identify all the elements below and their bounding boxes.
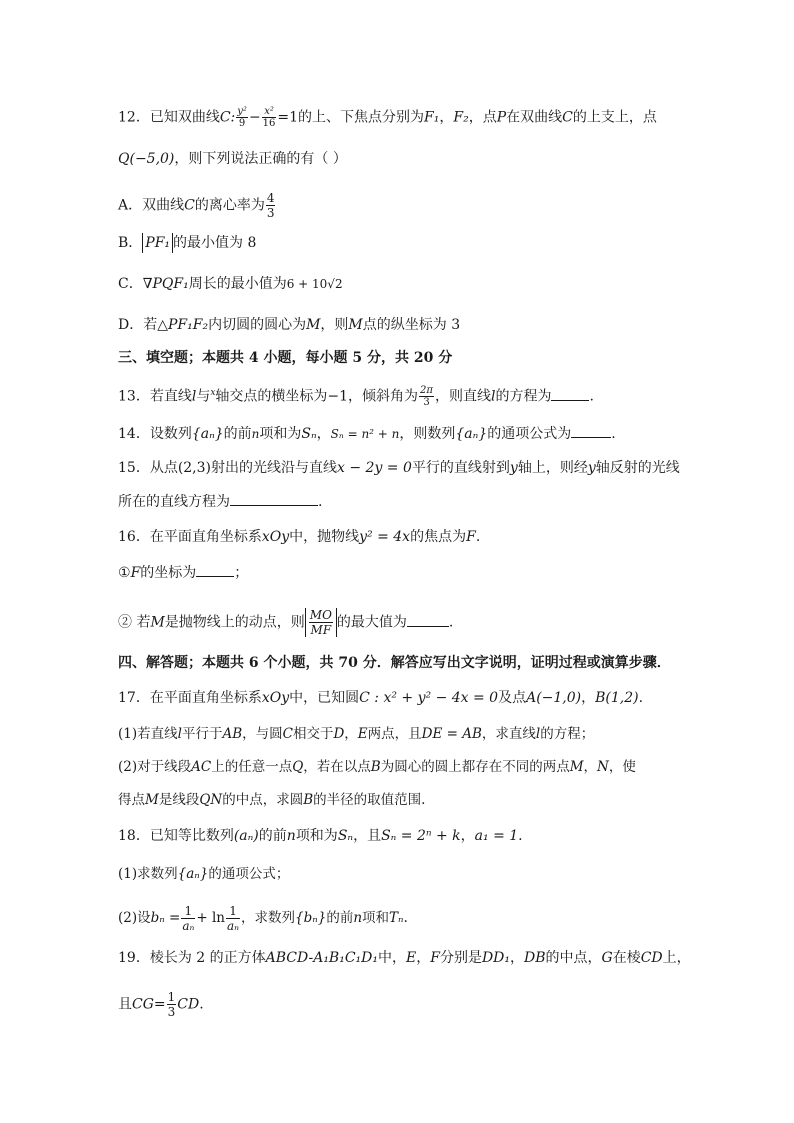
text: 上，: [662, 950, 691, 966]
text: 点的纵坐标为 3: [362, 317, 461, 333]
text: 轴上，则经: [517, 460, 588, 476]
q18-stem: [118, 826, 678, 846]
text: 分别是: [439, 950, 482, 966]
text: 的半径的取值范围.: [313, 792, 426, 808]
math: AB: [222, 726, 243, 742]
numerator: 1: [226, 904, 240, 919]
text: 19．棱长为 2 的正方体: [118, 950, 266, 966]
text: 的中点，: [545, 950, 602, 966]
math: C:: [219, 109, 236, 126]
numerator: 2π: [420, 385, 433, 397]
math: xOy: [261, 529, 290, 545]
math: PF₁: [142, 233, 173, 253]
text: ，则直线: [434, 388, 491, 405]
text: 的焦点为: [410, 529, 467, 545]
text: 12．已知双曲线: [118, 109, 220, 126]
math: ∇PQF₁: [142, 276, 189, 292]
math: n: [251, 427, 260, 441]
math: Q(−5,0): [118, 151, 175, 167]
math: C: [562, 109, 573, 126]
text: 是线段: [158, 792, 200, 808]
text: ，倾斜角为: [348, 388, 419, 405]
fraction: [181, 904, 195, 933]
text: ，使: [608, 759, 636, 775]
math: QN: [199, 792, 223, 808]
math: DD₁: [481, 950, 511, 966]
math: F: [430, 950, 440, 966]
fraction: [167, 990, 177, 1019]
text: ② 若: [118, 614, 151, 631]
q12-option-b: [118, 233, 678, 253]
answer-blank[interactable]: [407, 625, 449, 627]
q17-stem: [118, 688, 678, 708]
math: M: [145, 792, 159, 808]
absolute-fraction: [305, 608, 337, 637]
text: .: [589, 388, 594, 405]
text: 平行于: [181, 726, 223, 742]
text: 的通项公式；: [208, 866, 290, 882]
text: ，求数列: [241, 910, 296, 926]
text: ，与圆: [242, 726, 283, 742]
text: 16．在平面直角坐标系: [118, 529, 262, 545]
text: ，: [344, 726, 358, 742]
q17-part2-line2: [118, 790, 678, 810]
math: Sₙ: [337, 828, 354, 844]
math: n: [286, 828, 296, 844]
math: D: [333, 726, 345, 742]
math: bₙ =: [150, 910, 181, 926]
text: ，则下列说法正确的有（ ）: [174, 151, 347, 167]
math: y² = 4x: [359, 529, 411, 545]
text: (2)设: [118, 910, 151, 926]
math: l: [490, 388, 496, 405]
fraction: [266, 191, 276, 220]
section-heading-fill-in: 三、填空题；本题共 4 小题，每小题 5 分，共 20 分: [118, 350, 453, 366]
text: ，则: [320, 317, 349, 333]
q15-line1: [118, 458, 678, 478]
section-heading-solutions: 四、解答题；本题共 6 个小题，共 70 分．解答应写出文字说明，证明过程或演算步骤．: [118, 655, 671, 671]
math: E: [406, 950, 417, 966]
text: 所在的直线方程为: [118, 494, 230, 510]
math: DE = AB: [421, 726, 482, 742]
text: ，: [316, 426, 331, 442]
math: xOy: [261, 690, 290, 706]
denominator: 16: [262, 118, 276, 129]
text: 上的任意一点: [211, 759, 293, 775]
text: 的前: [326, 910, 354, 926]
text: 两点，且: [367, 726, 422, 742]
math: ABCD-A₁B₁C₁D₁: [265, 950, 378, 966]
text: 的最小值为 8: [173, 235, 257, 251]
q18-part1: [118, 864, 678, 884]
text: .: [638, 690, 644, 706]
denominator: aₙ: [227, 919, 240, 933]
text: 的前: [223, 426, 252, 442]
text: 与: [196, 388, 211, 405]
math: CD: [640, 950, 663, 966]
text: .: [318, 494, 323, 510]
text: 的前: [258, 828, 287, 844]
text: 13．若直线: [118, 388, 192, 405]
math: x − 2y = 0: [337, 460, 412, 476]
text: ，: [583, 759, 598, 775]
text: 的最大值为: [336, 614, 407, 631]
text: 中，抛物线: [289, 529, 360, 545]
q14: [118, 424, 678, 444]
math: AC: [191, 759, 212, 775]
math: C : x² + y² − 4x = 0: [359, 690, 499, 706]
math: DB: [524, 950, 546, 966]
text: 项和为: [295, 828, 338, 844]
text: 的上支上，点: [572, 109, 657, 126]
math: M: [150, 614, 165, 631]
text: 相交于: [292, 726, 334, 742]
text: (1)求数列: [118, 866, 178, 882]
text: 平行的直线射到: [411, 460, 510, 476]
denominator: 3: [167, 1005, 176, 1019]
math: M: [569, 759, 584, 775]
text: .: [448, 614, 454, 631]
text: .: [518, 828, 523, 844]
text: (1)若直线: [118, 726, 178, 742]
q12-option-c: [118, 274, 678, 294]
math: F₁: [424, 109, 440, 126]
math: {bₙ}: [295, 910, 327, 926]
math: a₁ = 1: [474, 828, 519, 844]
answer-blank[interactable]: [551, 399, 589, 401]
math: y: [509, 460, 518, 476]
text: 项和: [362, 910, 390, 926]
numerator: 1: [181, 904, 195, 919]
text: (2)对于线段: [118, 759, 192, 775]
math: 6 + 10√2: [286, 277, 343, 291]
denominator: 3: [423, 397, 430, 409]
q19-line1: [118, 948, 691, 968]
text: 的坐标为: [140, 565, 197, 581]
math: l: [177, 726, 182, 742]
math: l: [535, 726, 541, 742]
math: B: [370, 759, 381, 775]
math: + ln: [196, 910, 225, 926]
text: .: [199, 996, 204, 1013]
numerator: 4: [266, 191, 275, 205]
text: 的离心率为: [194, 197, 265, 214]
text: 17．在平面直角坐标系: [118, 690, 262, 706]
fraction: [226, 904, 240, 933]
text: ，则数列: [399, 426, 456, 442]
text: .: [475, 529, 481, 545]
math: Tₙ: [389, 910, 404, 926]
math: A(−1,0): [526, 690, 582, 706]
math: F: [466, 529, 476, 545]
text: 14．设数列: [118, 426, 192, 442]
text: 项和为: [259, 426, 302, 442]
math: Q: [292, 759, 304, 775]
q12-option-a: [118, 191, 678, 220]
text: 为圆心的圆上都存在不同的两点: [380, 759, 570, 775]
text: 的中点，求圆: [222, 792, 304, 808]
text: ，求直线: [481, 726, 536, 742]
text: 且: [118, 996, 132, 1013]
text: 是抛物线上的动点，则: [164, 614, 305, 631]
text: ，: [416, 950, 431, 966]
math: CG=: [132, 996, 166, 1013]
answer-blank[interactable]: [571, 436, 611, 438]
q19-line2: [118, 990, 678, 1019]
math: M: [348, 317, 363, 333]
text: =1的上、下焦点分别为: [277, 109, 425, 126]
fraction: [309, 608, 333, 637]
q12-option-d: [118, 315, 678, 335]
denominator: 3: [266, 206, 275, 220]
text: ，点: [468, 109, 497, 126]
math: Sₙ = 2ⁿ + k: [381, 828, 461, 844]
math: F: [130, 565, 141, 581]
math: B: [303, 792, 314, 808]
text: 15．从点(2,3)射出的光线沿与直线: [118, 460, 338, 476]
text: B．: [118, 235, 143, 251]
text: ；: [234, 565, 249, 581]
text: ，且: [353, 828, 382, 844]
numerator: 1: [167, 990, 176, 1004]
math: −: [248, 109, 261, 126]
math: E: [357, 726, 368, 742]
math: (aₙ): [233, 828, 259, 844]
math: P: [496, 109, 507, 126]
text: 中，: [378, 950, 406, 966]
math: B(1,2): [595, 690, 639, 706]
q16-part1: [118, 563, 678, 583]
text: 中，已知圆: [289, 690, 360, 706]
text: ①: [118, 565, 131, 581]
fraction: [262, 106, 277, 129]
q16-stem: [118, 527, 678, 547]
numerator: y²: [237, 106, 247, 117]
numerator: MO: [309, 608, 332, 622]
q18-part2: [118, 904, 678, 933]
math: Sₙ = n² + n: [330, 427, 400, 441]
math: F₂: [453, 109, 469, 126]
q13: [118, 383, 678, 408]
text: 在棱: [612, 950, 641, 966]
text: ，若在以点: [303, 759, 371, 775]
text: .: [611, 426, 616, 442]
q15-line2: [118, 492, 678, 512]
math: {aₙ}: [177, 866, 209, 882]
denominator: MF: [310, 623, 332, 637]
math: {aₙ}: [191, 426, 224, 442]
math: C: [184, 197, 195, 214]
math: n: [353, 910, 363, 926]
text: ，: [460, 828, 475, 844]
math: G: [601, 950, 613, 966]
q17-part1: [118, 724, 678, 744]
text: 轴交点的横坐标为: [215, 388, 328, 405]
text: ，: [581, 690, 596, 706]
math: C: [282, 726, 293, 742]
math: CD: [177, 996, 200, 1013]
text: 的方程；: [540, 726, 595, 742]
text: .: [403, 910, 408, 926]
text: 内切圆的圆心为: [208, 317, 307, 333]
math: Sₙ: [301, 426, 317, 442]
q12-stem-line1: [118, 106, 678, 129]
text: 得点: [118, 792, 145, 808]
text: 及点: [498, 690, 527, 706]
math: −1: [327, 388, 349, 405]
answer-blank[interactable]: [196, 575, 234, 577]
text: ，: [510, 950, 525, 966]
math: {aₙ}: [455, 426, 488, 442]
q16-part2: [118, 608, 678, 637]
denominator: aₙ: [182, 919, 195, 933]
math: l: [191, 388, 197, 405]
math: N: [597, 759, 609, 775]
answer-blank[interactable]: [230, 504, 318, 506]
text: 在双曲线: [506, 109, 563, 126]
math: y: [587, 460, 596, 476]
text: 18．已知等比数列: [118, 828, 234, 844]
math: x: [210, 388, 216, 398]
q12-stem-line2: [118, 149, 678, 169]
q17-part2-line1: [118, 757, 678, 777]
math: M: [306, 317, 321, 333]
text: A．双曲线: [118, 197, 185, 214]
text: 周长的最小值为: [188, 276, 287, 292]
text: 的方程为: [495, 388, 552, 405]
text: 的通项公式为: [487, 426, 572, 442]
text: 轴反射的光线: [595, 460, 680, 476]
fraction: [236, 106, 248, 129]
fraction: [419, 385, 434, 408]
numerator: x²: [262, 106, 277, 118]
text: D．若: [118, 317, 158, 333]
math: △PF₁F₂: [157, 317, 209, 333]
text: ，: [439, 109, 454, 126]
text: C．: [118, 276, 143, 292]
denominator: 9: [238, 118, 246, 129]
